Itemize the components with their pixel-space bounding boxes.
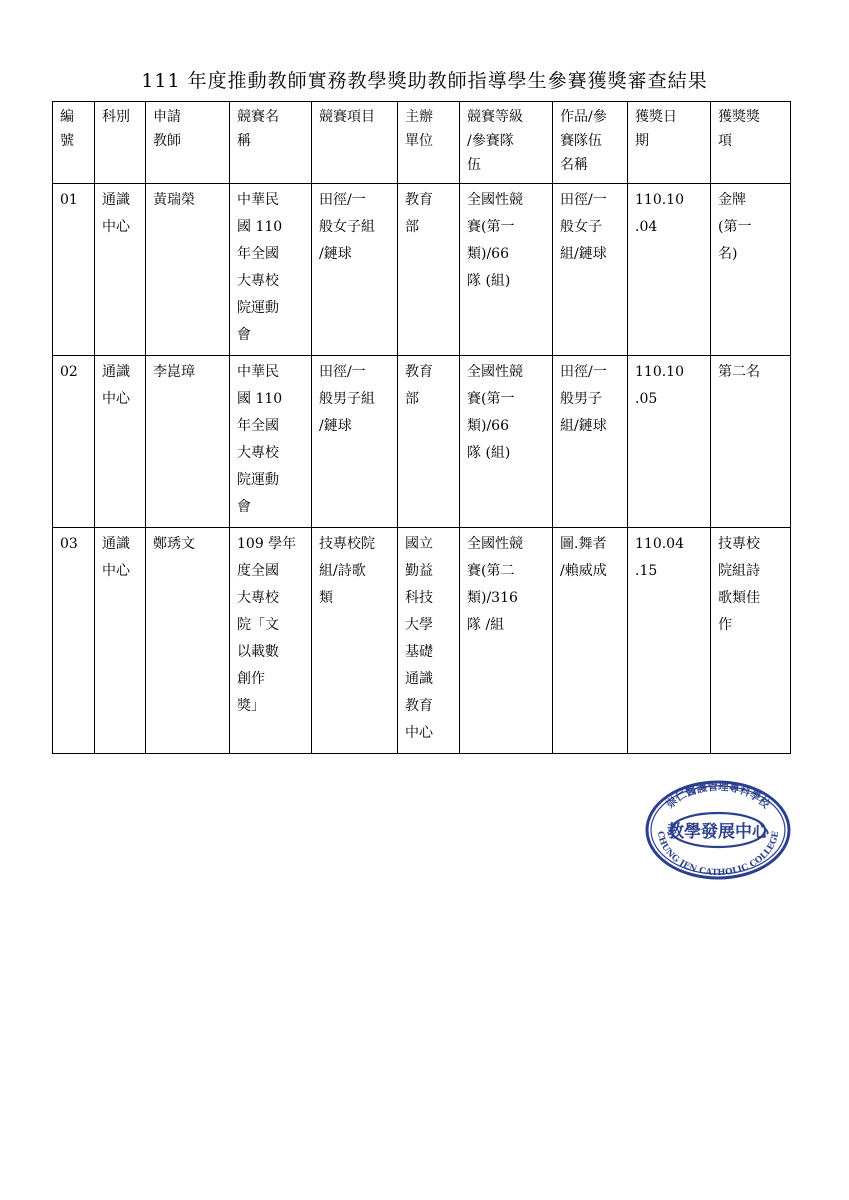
cell-level-teams: 全國性競 賽(第一 類)/66 隊 (組) xyxy=(460,356,553,528)
header-competition-event: 競賽項目 xyxy=(312,102,398,184)
table-row xyxy=(53,528,791,754)
cell-work-team-name: 田徑/一 般女子 組/鏈球 xyxy=(553,184,628,356)
results-table xyxy=(52,101,791,754)
header-award: 獲獎獎 項 xyxy=(711,102,791,184)
header-competition-name: 競賽名 稱 xyxy=(230,102,312,184)
cell-department: 通識 中心 xyxy=(95,184,146,356)
header-teacher: 申請 教師 xyxy=(146,102,230,184)
cell-teacher: 鄭琇文 xyxy=(146,528,230,754)
cell-award-date: 110.04 .15 xyxy=(628,528,711,754)
cell-work-team-name: 田徑/一 般男子 組/鏈球 xyxy=(553,356,628,528)
header-award-date: 獲獎日 期 xyxy=(628,102,711,184)
cell-competition-name: 109 學年 度全國 大專校 院「文 以載數 創作 獎」 xyxy=(230,528,312,754)
cell-award: 技專校 院組詩 歌類佳 作 xyxy=(711,528,791,754)
cell-number: 03 xyxy=(53,528,95,754)
header-work-team-name: 作品/參 賽隊伍 名稱 xyxy=(553,102,628,184)
cell-level-teams: 全國性競 賽(第一 類)/66 隊 (組) xyxy=(460,184,553,356)
cell-work-team-name: 圖.舞者 /賴威成 xyxy=(553,528,628,754)
cell-award: 第二名 xyxy=(711,356,791,528)
cell-department: 通識 中心 xyxy=(95,528,146,754)
header-department: 科別 xyxy=(95,102,146,184)
cell-organizer: 教育 部 xyxy=(398,184,460,356)
table-row xyxy=(53,356,791,528)
cell-organizer: 國立 勤益 科技 大學 基礎 通識 教育 中心 xyxy=(398,528,460,754)
cell-teacher: 黃瑞榮 xyxy=(146,184,230,356)
cell-department: 通識 中心 xyxy=(95,356,146,528)
cell-organizer: 教育 部 xyxy=(398,356,460,528)
cell-competition-event: 田徑/一 般男子組 /鏈球 xyxy=(312,356,398,528)
table-row xyxy=(53,184,791,356)
cell-competition-event: 技專校院 組/詩歌 類 xyxy=(312,528,398,754)
cell-competition-name: 中華民 國 110 年全國 大專校 院運動 會 xyxy=(230,356,312,528)
document-title: 111 年度推動教師實務教學獎助教師指導學生參賽獲獎審查結果 xyxy=(141,70,708,92)
seal-center-text: 教學發展中心 xyxy=(667,822,769,842)
cell-award: 金牌 (第一 名) xyxy=(711,184,791,356)
cell-teacher: 李崑璋 xyxy=(146,356,230,528)
header-organizer: 主辦 單位 xyxy=(398,102,460,184)
header-number: 編 號 xyxy=(53,102,95,184)
school-seal-stamp xyxy=(645,780,791,880)
cell-competition-name: 中華民 國 110 年全國 大專校 院運動 會 xyxy=(230,184,312,356)
seal-top-text: 崇仁醫護管理專科學校 xyxy=(664,780,772,811)
seal-bottom-text: CHUNG JEN CATHOLIC COLLEGE xyxy=(654,830,782,879)
cell-number: 02 xyxy=(53,356,95,528)
cell-competition-event: 田徑/一 般女子組 /鏈球 xyxy=(312,184,398,356)
header-level-teams: 競賽等級 /參賽隊 伍 xyxy=(460,102,553,184)
cell-award-date: 110.10 .04 xyxy=(628,184,711,356)
cell-level-teams: 全國性競 賽(第二 類)/316 隊 /組 xyxy=(460,528,553,754)
cell-number: 01 xyxy=(53,184,95,356)
table-header-row xyxy=(53,102,791,184)
cell-award-date: 110.10 .05 xyxy=(628,356,711,528)
